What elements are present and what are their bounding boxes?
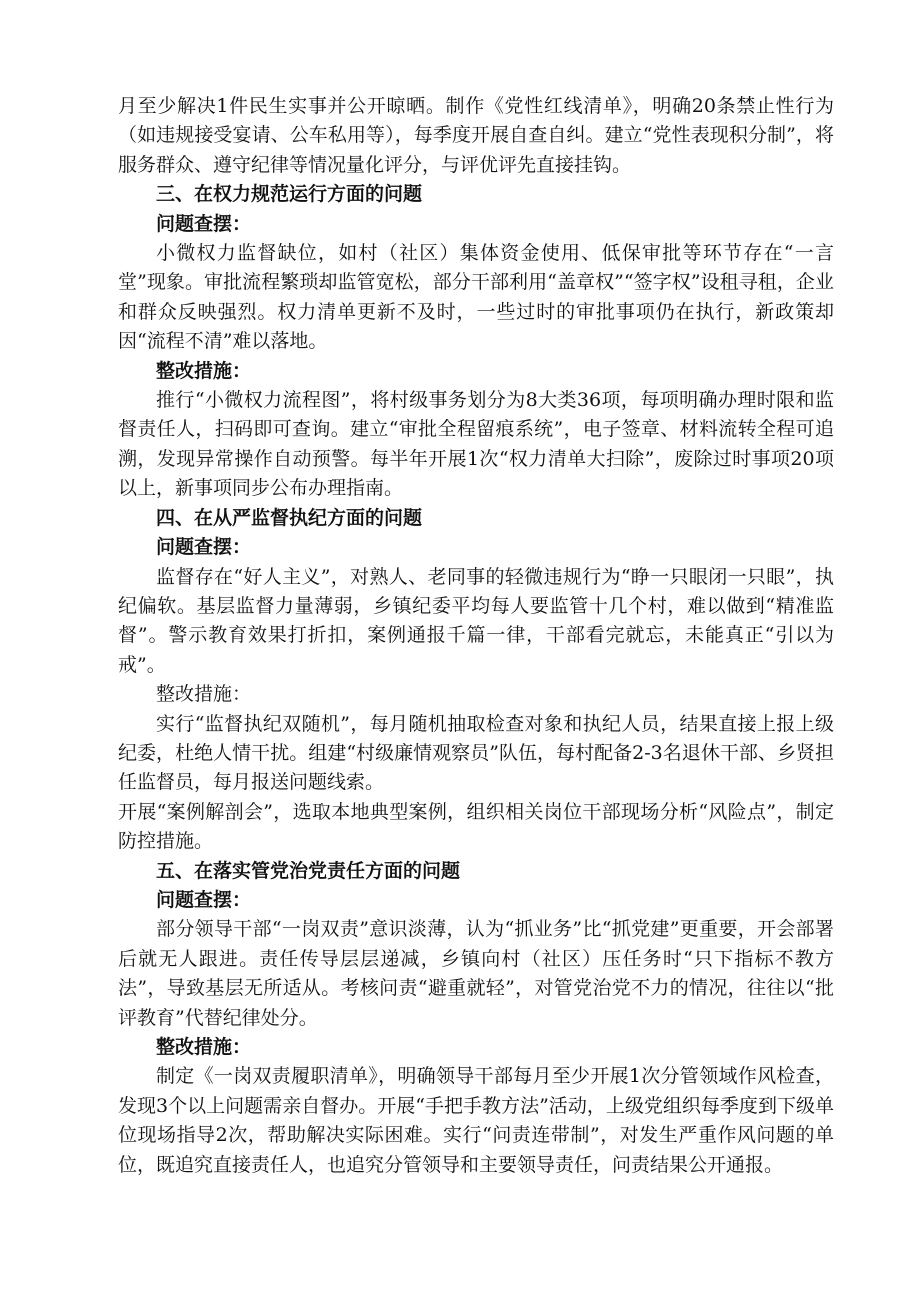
- paragraph-party-nature-measures-cont: 月至少解决1件民生实事并公开晾晒。制作《党性红线清单》，明确20条禁止性行为（如违规接受宴请、公车私用等），每季度开展自查自纠。建立“党性表现积分制”，将服务群众、遵守纪律等情况量化评分，与评优评先直接挂钩。: [118, 95, 834, 176]
- paragraph-problems-3: 小微权力监督缺位，如村（社区）集体资金使用、低保审批等环节存在“一言堂”现象。审批流程繁琐却监管宽松，部分干部利用“盖章权”“签字权”设租寻租，企业和群众反映强烈。权力清单更新不及时，一些过时的审批事项仍在执行，新政策却因“流程不清”难以落地。: [118, 242, 834, 353]
- paragraph-measures-4-cont: 开展“案例解剖会”，选取本地典型案例，组织相关岗位干部现场分析“风险点”，制定防控措施。: [118, 800, 834, 853]
- subheading-measures-4: 整改措施：: [156, 683, 252, 706]
- paragraph-problems-4: 监督存在“好人主义”，对熟人、老同事的轻微违规行为“睁一只眼闭一只眼”，执纪偏软。基层监督力量薄弱，乡镇纪委平均每人要监管十几个村，难以做到“精准监督”。警示教育效果打折扣，案例通报千篇一律，干部看完就忘，未能真正“引以为戒”。: [118, 565, 834, 676]
- section-heading-5: 五、在落实管党治党责任方面的问题: [156, 859, 461, 882]
- subheading-measures-5: 整改措施：: [156, 1036, 252, 1058]
- subheading-problems-3: 问题查摆：: [156, 212, 252, 235]
- paragraph-problems-5: 部分领导干部“一岗双责”意识淡薄，认为“抓业务”比“抓党建”更重要，开会部署后就无人跟进。责任传导层层递减，乡镇向村（社区）压任务时“只下指标不教方法”，导致基层无所适从。考核问责“避重就轻”，对管党治党不力的情况，往往以“批评教育”代替纪律处分。: [118, 918, 834, 1029]
- document-body: [118, 92, 834, 1180]
- paragraph-measures-4: 实行“监督执纪双随机”，每月随机抽取检查对象和执纪人员，结果直接上报上级纪委，杜绝人情干扰。组建“村级廉情观察员”队伍，每村配备2-3名退休干部、乡贤担任监督员，每月报送问题线索。: [118, 712, 834, 794]
- paragraph-measures-3: 推行“小微权力流程图”，将村级事务划分为8大类36项，每项明确办理时限和监督责任人，扫码即可查询。建立“审批全程留痕系统”，电子签章、材料流转全程可追溯，发现异常操作自动预警。每半年开展1次“权力清单大扫除”，废除过时事项20项以上，新事项同步公布办理指南。: [118, 389, 834, 500]
- subheading-measures-3: 整改措施：: [156, 359, 252, 382]
- section-heading-3: 三、在权力规范运行方面的问题: [156, 183, 423, 206]
- paragraph-measures-5: 制定《一岗双责履职清单》，明确领导干部每月至少开展1次分管领域作风检查，发现3个以上问题需亲自督办。开展“手把手教方法”活动，上级党组织每季度到下级单位现场指导2次，帮助解决实际困难。实行“问责连带制”，对发生严重作风问题的单位，既追究直接责任人，也追究分管领导和主要领导责任，问责结果公开通报。: [118, 1065, 834, 1176]
- subheading-problems-5: 问题查摆：: [156, 888, 252, 911]
- subheading-problems-4: 问题查摆：: [156, 536, 252, 559]
- section-heading-4: 四、在从严监督执纪方面的问题: [156, 506, 423, 529]
